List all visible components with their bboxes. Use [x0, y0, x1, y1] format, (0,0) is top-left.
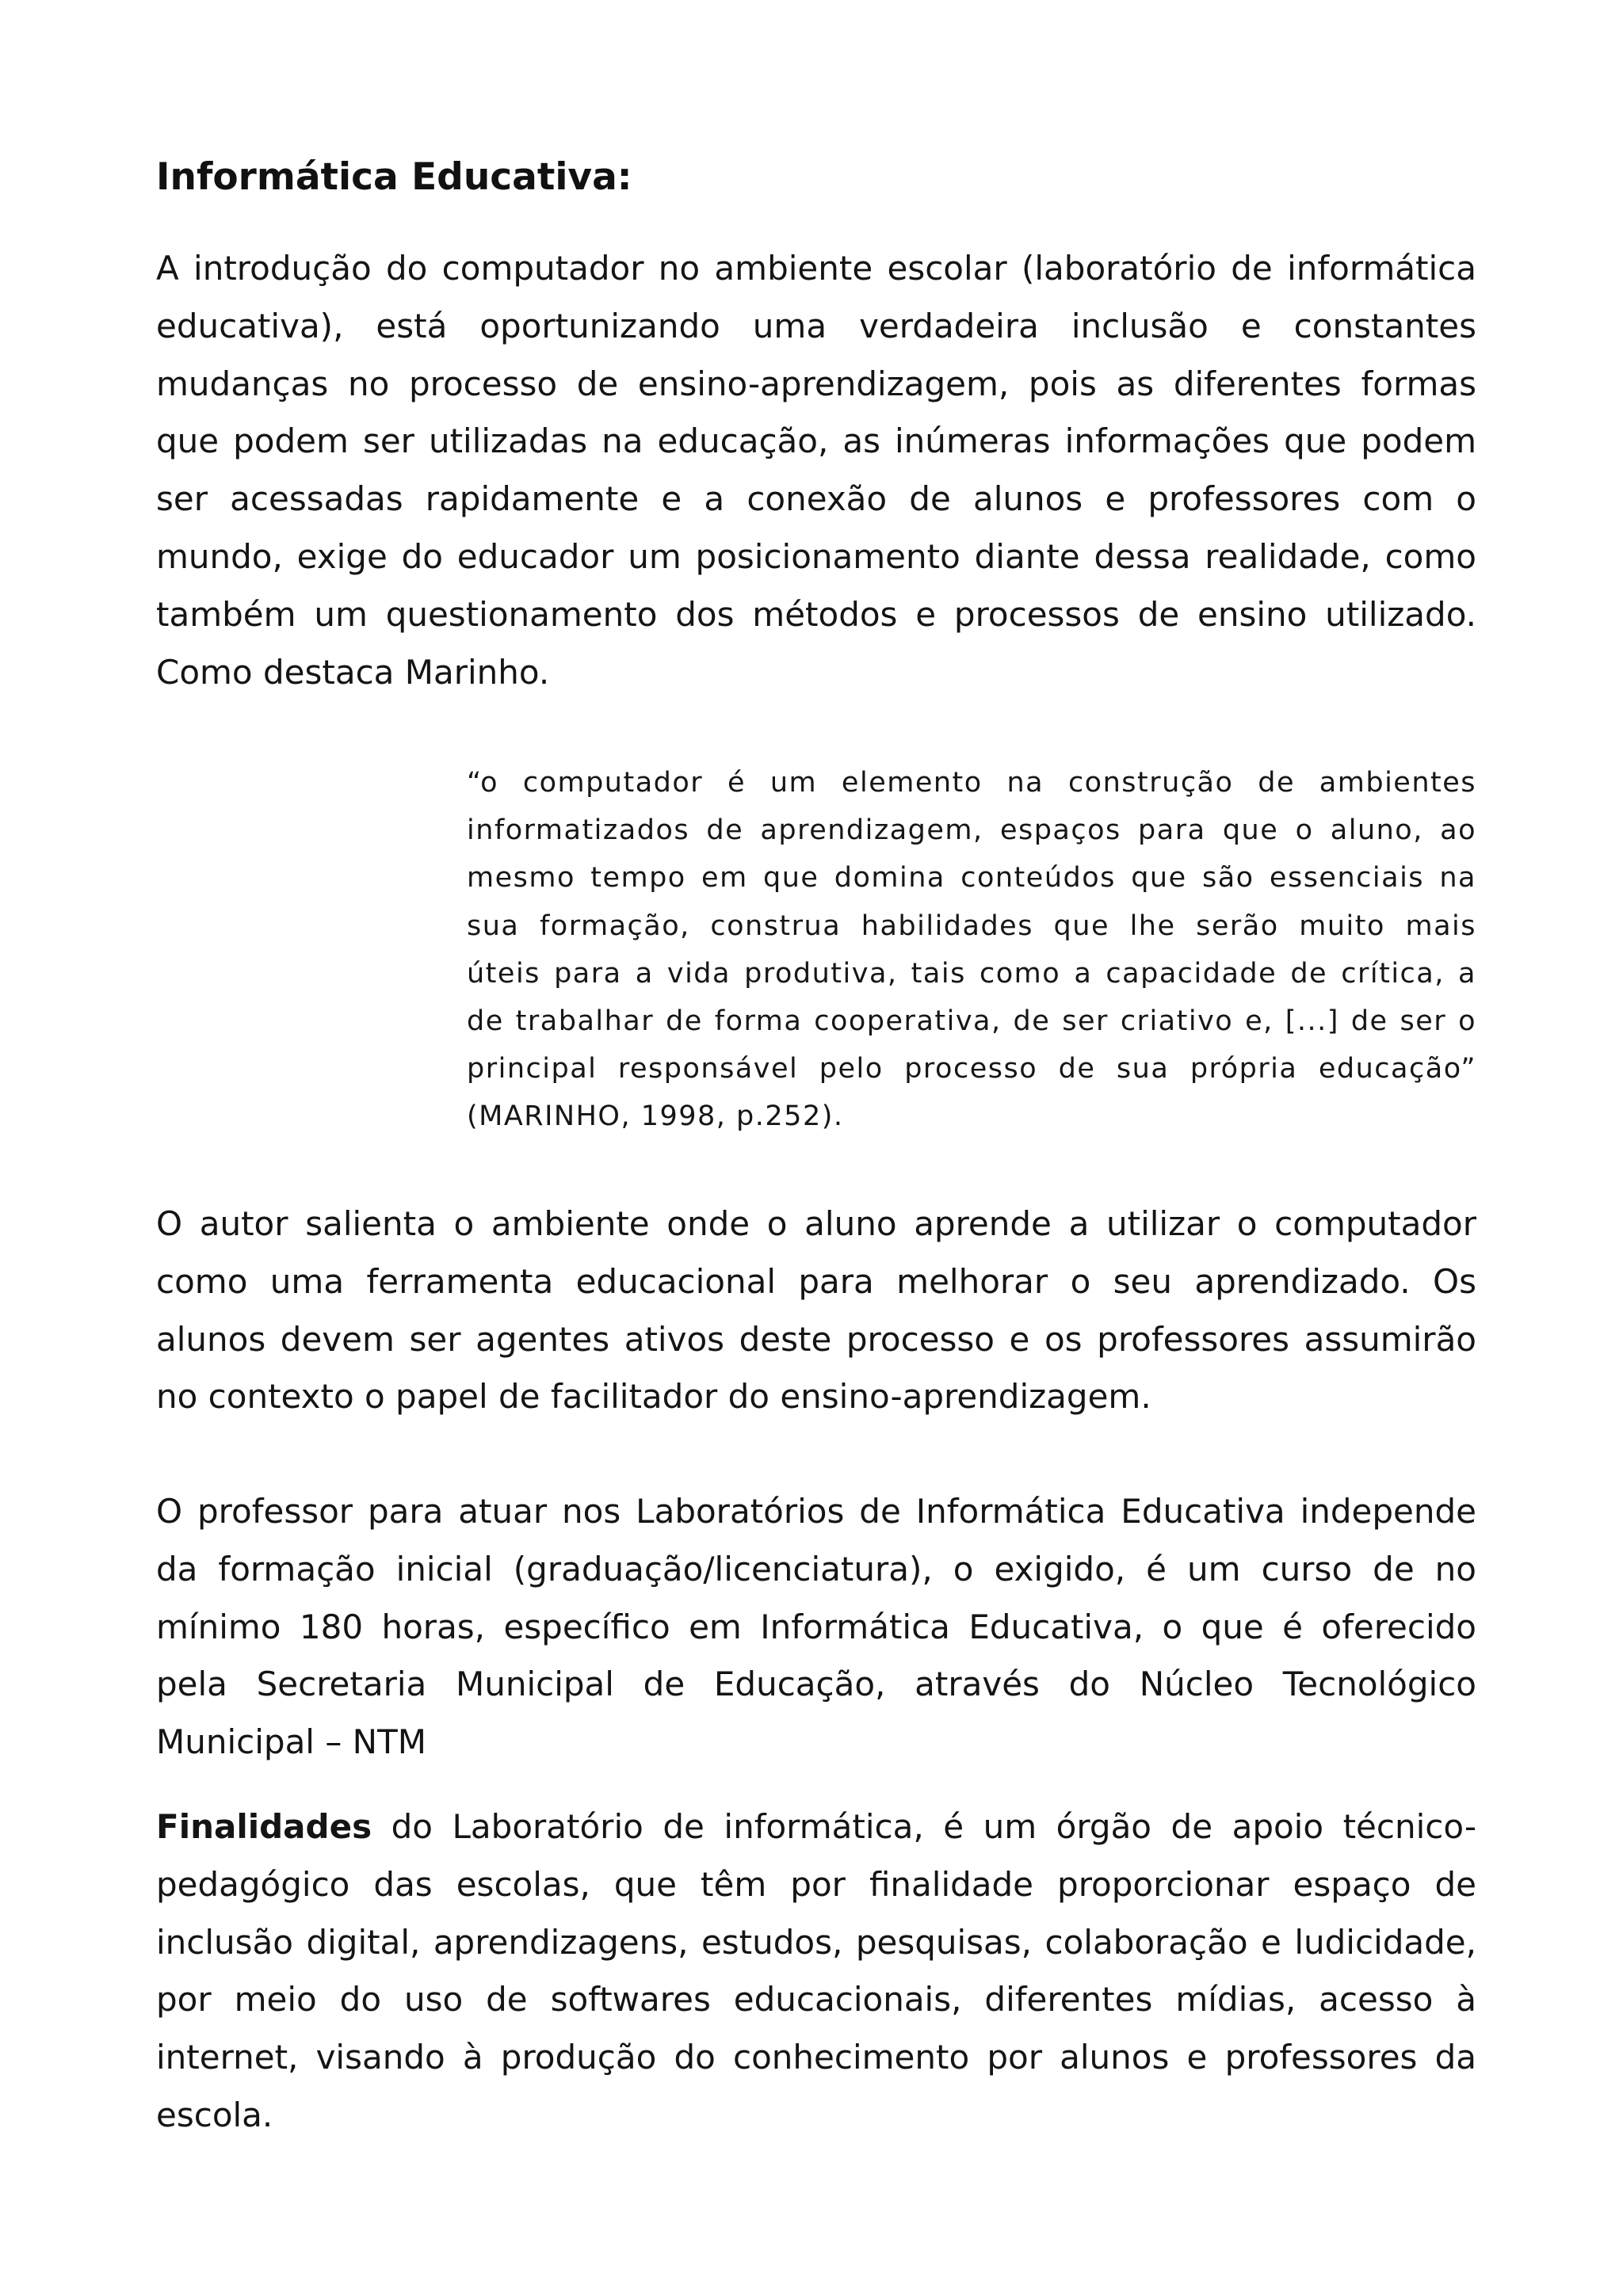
purpose-paragraph — [156, 1798, 1476, 2145]
purpose-keyword: Finalidades — [156, 1807, 372, 1846]
page-title: Informática Educativa: — [156, 155, 632, 199]
block-quote: “o computador é um elemento na construção de ambientes informatizados de aprendizagem, espaços para que o aluno, ao mesmo tempo em que domina conteúdos que são essenciais na sua formação, construa habilidades que lhe serão muito mais úteis para a vida produtiva, tais como a capacidade de crítica, a de trabalhar de forma cooperativa, de ser criativo e, [...] de ser o principal responsável pelo processo de sua própria educação” (MARINHO, 1998, p.252). — [467, 767, 1476, 1133]
intro-paragraph: A introdução do computador no ambiente escolar (laboratório de informática educativa), está oportunizando uma verdadeira inclusão e constantes mudanças no processo de ensino-aprendizagem, pois as diferentes formas que podem ser utilizadas na educação, as inúmeras informações que podem ser acessadas rapidamente e a conexão de alunos e professores com o mundo, exige do educador um posicionamento diante dessa realidade, como também um questionamento dos métodos e processos de ensino utilizado. Como destaca Marinho. — [156, 249, 1476, 692]
teacher-paragraph: O professor para atuar nos Laboratórios de Informática Educativa independe da formação inicial (graduação/licenciatura), o exigido, é um curso de no mínimo 180 horas, específico em Informática Educativa, o que é oferecido pela Secretaria Municipal de Educação, através do Núcleo Tecnológico Municipal – NTM — [156, 1492, 1476, 1762]
author-paragraph: O autor salienta o ambiente onde o aluno aprende a utilizar o computador como uma ferramenta educacional para melhorar o seu aprendizado. Os alunos devem ser agentes ativos deste processo e os professores assumirão no contexto o papel de facilitador do ensino-aprendizagem. — [156, 1204, 1476, 1417]
purpose-text: do Laboratório de informática, é um órgão de apoio técnico-pedagógico das escolas, que têm por finalidade proporcionar espaço de inclusão digital, aprendizagens, estudos, pesquisas, colaboração e ludicidade, por meio do uso de softwares educacionais, diferentes mídias, acesso à internet, visando à produção do conhecimento por alunos e professores da escola. — [156, 1807, 1476, 2134]
